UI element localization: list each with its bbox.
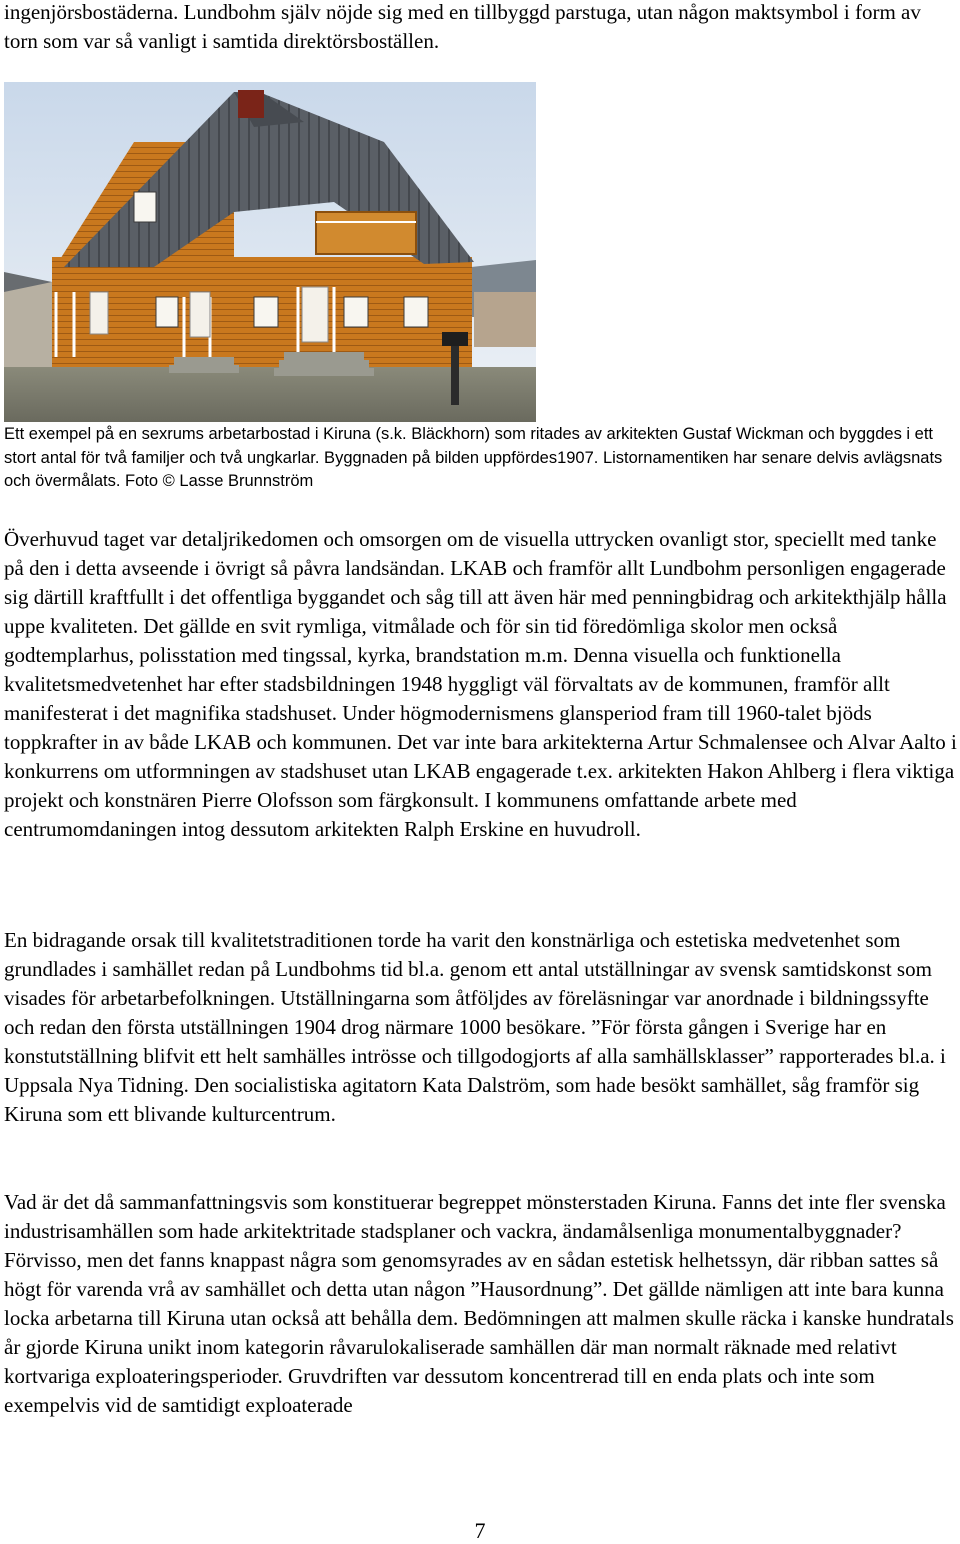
photo-caption: Ett exempel på en sexrums arbetarbostad i Kiruna (s.k. Bläckhorn) som ritades av arkitekten Gustaf Wickman och byggdes i ett stort antal för två familjer och två ungkarlar. Byggnaden på bilden uppfördes1907. Listornamentiken har senare delvis avlägsnats och övermålats. Foto © Lasse Brunnström [4,425,943,490]
page-number: 7 [474,1518,486,1543]
body-paragraph-1: Överhuvud taget var detaljrikedomen och omsorgen om de visuella uttrycken ovanligt stor, speciellt med tanke på den i detta avseende i övrigt så påvra landsändan. LKAB och framför allt Lundbohm personligen engagerade sig därtill kraftfullt i det offentliga byggandet och såg till att även här med penningbidrag och arkitekthjälp hålla uppe kvaliteten. Det gällde en svit rymliga, vitmålade och för sin tid föredömliga skolor men också godtemplarhus, polisstation med tingssal, kyrka, brandstation m.m. Denna visuella och funktionella kvalitetsmedvetenhet har efter stadsbildningen 1948 hyggligt väl förvaltats av de kommunen, framför allt manifesterat i det magnifika stadshuset. Under högmodernismens glansperiod fram till 1960-talet bjöds toppkrafter in av både LKAB och kommunen. Det var inte bara arkitekterna Artur Schmalensee och Alvar Aalto i konkurrens om utformningen av stadshuset utan LKAB engagerade t.ex. arkitekten Hakon Ahlberg i flera viktiga projekt och konstnären Pierre Olofsson som färgkonsult. I kommunens omfattande arbete med centrumomdaningen intog dessutom arkitekten Ralph Erskine en huvudroll. [4,527,957,841]
body-paragraph-3: Vad är det då sammanfattningsvis som konstituerar begreppet mönsterstaden Kiruna. Fanns det inte fler svenska industrisamhällen som hade arkitektritade stadsplaner och vackra, ändamålsenliga monumentalbyggnader? Förvisso, men det fanns knappast några som genomsyrades av en sådan estetisk helhetssyn, där ribban sattes så högt för varenda vrå av samhället och detta utan någon ”Hausordnung”. Det gällde nämligen att inte bara kunna locka arbetarna till Kiruna utan också att behålla dem. Bedömningen att malmen skulle räcka i kanske hundratals år gjorde Kiruna unikt inom kategorin råvarulokaliserade samhällen där man normalt räknade med relativt kortvariga exploateringsperioder. Gruvdriften var dessutom koncentrerad till en enda plats och inte som exempelvis vid de samtidigt exploaterade [4,1190,954,1417]
body-paragraph-2: En bidragande orsak till kvalitetstraditionen torde ha varit den konstnärliga och estetiska medvetenhet som grundlades i samhället redan på Lundbohms tid bl.a. genom ett antal utställningar av svensk samtidskonst som visades för arbetarbefolkningen. Utställningarna som åtföljdes av föreläsningar var anordnade i bildningssyfte och redan den första utställningen 1904 drog närmare 1000 besökare. ”För första gången i Sverige har en konstutställning blifvit ett helt samhälles intrösse och tillgodogjorts af alla samhällsklasser” rapporterades bl.a. i Uppsala Nya Tidning. Den socialistiska agitatorn Kata Dalström, som hade besökt samhället, såg framför sig Kiruna som ett blivande kulturcentrum. [4,928,946,1126]
house-photo [4,82,536,422]
intro-text: ingenjörsbostäderna. Lundbohm själv nöjde sig med en tillbyggd parstuga, utan någon maktsymbol i form av torn som var så vanligt i samtida direktörsboställen. [4,0,921,53]
